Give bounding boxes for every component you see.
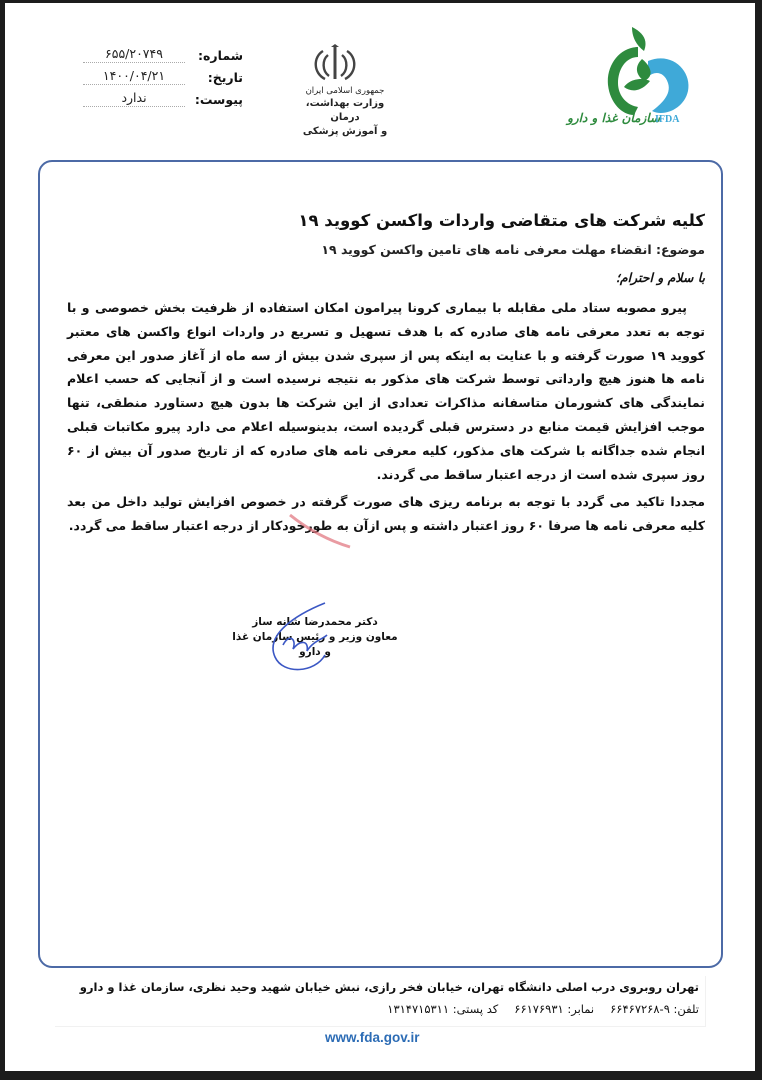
number-row (83, 41, 243, 63)
number-label: شماره: (198, 48, 243, 63)
subject-line: موضوع: انقضاء مهلت معرفی نامه های تامین واکسن کووید ۱۹ (321, 242, 705, 257)
attachment-label: پیوست: (194, 92, 243, 107)
greeting: با سلام و احترام؛ (615, 270, 705, 285)
date-row (83, 63, 243, 85)
footer-fax: نمابر: ۶۶۱۷۶۹۳۱ (514, 1002, 595, 1016)
ministry-line3: و آموزش پزشکی (302, 126, 388, 137)
attachment-row (83, 85, 243, 107)
footer-contact (55, 976, 706, 1027)
ifda-acronym: IFDA (655, 114, 680, 125)
letter-body (67, 208, 705, 542)
date-label: تاریخ: (207, 70, 243, 85)
ministry-name (290, 85, 400, 139)
handwritten-signature-icon (255, 595, 365, 680)
signatory-title: معاون وزیر و رئیس سازمان غذا و دارو (232, 631, 398, 658)
ministry-line1: جمهوری اسلامی ایران (305, 86, 385, 96)
recipient-heading: کلیه شرکت های متقاضی واردات واکسن کووید ۱۹ (298, 211, 705, 230)
footer-phones (55, 998, 705, 1020)
signatory-name: دکتر محمدرضا شانه ساز (252, 616, 378, 628)
website-link[interactable]: www.fda.gov.ir (325, 1030, 420, 1045)
iran-emblem-icon (307, 43, 363, 83)
date-value: ۱۴۰۰/۰۴/۲۱ (83, 68, 185, 85)
letter-page (5, 3, 755, 1071)
footer-address: تهران روبروی درب اصلی دانشگاه تهران، خیابان فخر رازی، نبش خیابان شهید وحید نظری، سازمان غذا و دارو (79, 980, 699, 994)
number-value: ۶۵۵/۲۰۷۴۹ (83, 46, 185, 63)
footer-phone: تلفن: ۹-۶۶۴۶۷۲۶۸ (610, 1002, 699, 1016)
body-paragraph-1: پیرو مصوبه ستاد ملی مقابله با بیماری کرونا پیرامون امکان استفاده از ظرفیت بخش خصوصی و با توجه به تعدد معرفی نامه های صادره که با هدف تسهیل و تسریع در واردات انواع واکسن های معتبر کووید ۱۹ صورت گرفته و با عنایت به اینکه پس از سپری شدن بیش از سه ماه از آغاز صدور این معرفی نامه ها هنوز هیچ وارداتی توسط شرکت های مذکور به نتیجه نرسیده است و از آنجایی که حسب اعلام نمایندگی های کشورمان متاسفانه مذاکرات تعدادی از این شرکت ها بدون هیچ دستاورد منطقی، تنها موجب افزایش قیمت منابع در دسترس قبلی گردیده است، بدینوسیله اعلام می دارد پیرو مکاتبات قبلی انجام شده جداگانه با شرکت های مذکور، کلیه معرفی نامه های صادره که از تاریخ صدور آن بیش از ۶۰ روز سپری شده است از درجه اعتبار ساقط می گردند. (67, 300, 705, 482)
attachment-value: ندارد (83, 90, 185, 107)
letter-meta (83, 41, 243, 107)
ifda-persian-name: سازمان غذا و دارو (567, 111, 660, 125)
ministry-line2: وزارت بهداشت، درمان (305, 98, 385, 123)
body-paragraph-2: مجددا تاکید می گردد با توجه به برنامه ریزی های صورت گرفته در خصوص افزایش تولید داخل من بعد کلیه معرفی نامه ها صرفا ۶۰ روز اعتبار داشته و پس ازآن به طورخودکار از درجه اعتبار ساقط می گردد. (67, 494, 705, 534)
red-pen-mark-icon (280, 511, 370, 551)
footer-postal-code: کد پستی: ۱۳۱۴۷۱۵۳۱۱ (387, 1002, 499, 1016)
